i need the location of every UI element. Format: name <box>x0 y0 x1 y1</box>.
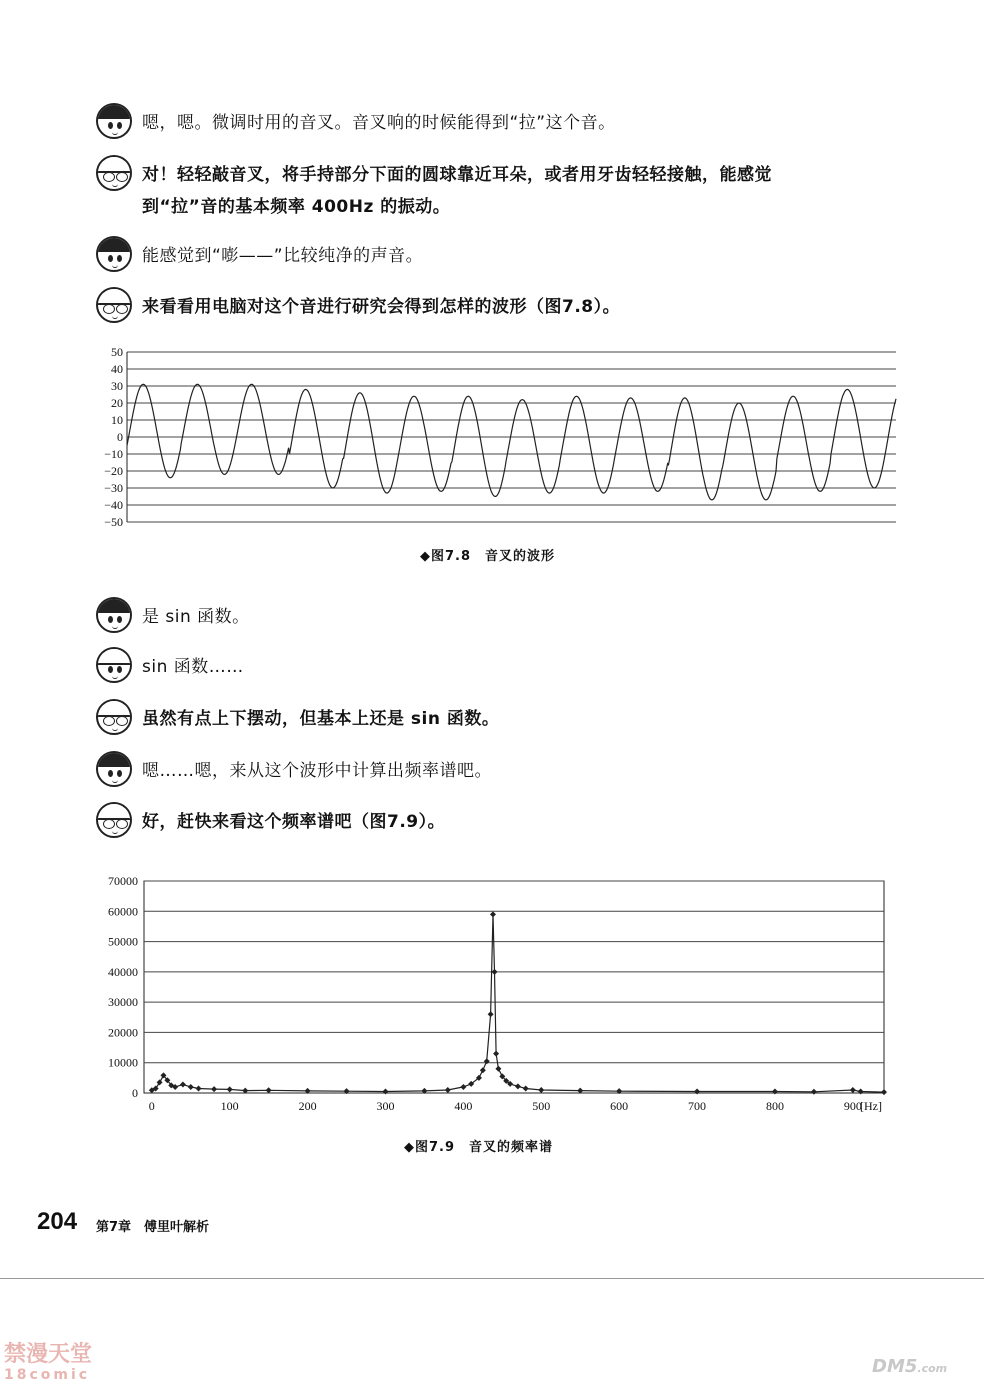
x-tick-label: 700 <box>688 1099 707 1113</box>
avatar-dark-hair-icon <box>96 103 132 139</box>
y-tick-label: 10 <box>111 413 123 427</box>
y-tick-label: 50000 <box>108 934 138 949</box>
data-point <box>488 1011 494 1017</box>
x-tick-label: 900 <box>843 1099 862 1113</box>
data-point <box>515 1083 521 1089</box>
avatar-dark-hair-icon <box>96 751 132 787</box>
data-point <box>460 1084 466 1090</box>
avatar-glasses-icon <box>96 699 132 735</box>
data-point <box>811 1089 817 1095</box>
y-tick-label: −40 <box>104 498 123 512</box>
data-point <box>211 1086 217 1092</box>
dialogue-8 <box>96 751 916 791</box>
dialogue-2 <box>96 155 916 227</box>
x-tick-label: 200 <box>298 1099 317 1113</box>
x-tick-label: 100 <box>220 1099 239 1113</box>
x-tick-label: 600 <box>610 1099 629 1113</box>
dialogue-text: 是 sin 函数。 <box>142 607 250 627</box>
dialogue-text: 对！轻轻敲音叉，将手持部分下面的圆球靠近耳朵，或者用牙齿轻轻接触，能感觉 到“拉”音的基本频率 400Hz 的振动。 <box>142 165 772 217</box>
avatar-glasses-icon <box>96 802 132 838</box>
dialogue-5 <box>96 597 916 637</box>
data-point <box>850 1087 856 1093</box>
y-tick-label: −30 <box>104 481 123 495</box>
y-tick-label: −50 <box>104 515 123 529</box>
data-point <box>480 1067 486 1073</box>
data-point <box>227 1086 233 1092</box>
dialogue-text: 能感觉到“嘭——”比较纯净的声音。 <box>142 246 424 266</box>
dialogue-6 <box>96 647 916 687</box>
figure-7-8-caption: ◆图7.8 音叉的波形 <box>420 549 556 564</box>
data-point <box>196 1085 202 1091</box>
x-axis-label: [Hz] <box>860 1099 882 1113</box>
x-tick-label: 400 <box>454 1099 473 1113</box>
x-tick-label: 500 <box>532 1099 551 1113</box>
data-point <box>772 1088 778 1094</box>
dialogue-text: 虽然有点上下摆动，但基本上还是 sin 函数。 <box>142 709 500 729</box>
dialogue-4 <box>96 287 916 327</box>
data-point <box>493 1051 499 1057</box>
figure-7-9-caption: ◆图7.9 音叉的频率谱 <box>404 1140 554 1155</box>
y-tick-label: 30 <box>111 379 123 393</box>
dialogue-7 <box>96 699 916 739</box>
data-point <box>484 1058 490 1064</box>
avatar-glasses-icon <box>96 155 132 191</box>
avatar-dark-hair-icon <box>96 236 132 272</box>
y-tick-label: 10000 <box>108 1055 138 1070</box>
y-tick-label: 20000 <box>108 1025 138 1040</box>
watermark-left: 禁漫天堂 18comic <box>4 1342 93 1383</box>
y-tick-label: 60000 <box>108 904 138 919</box>
data-point <box>523 1085 529 1091</box>
data-point <box>266 1087 272 1093</box>
dialogue-9 <box>96 802 916 842</box>
avatar-light-hair-icon <box>96 647 132 683</box>
y-tick-label: −10 <box>104 447 123 461</box>
data-point <box>538 1087 544 1093</box>
chapter-title: 第7章 傅里叶解析 <box>96 1220 210 1235</box>
avatar-glasses-icon <box>96 287 132 323</box>
data-point <box>180 1082 186 1088</box>
y-tick-label: −20 <box>104 464 123 478</box>
dialogue-text: 好，赶快来看这个频率谱吧（图7.9）。 <box>142 812 446 832</box>
data-point <box>157 1079 163 1085</box>
footer-rule <box>0 1278 984 1279</box>
waveform-series-line <box>127 384 896 500</box>
spectrum-series-line <box>152 914 884 1092</box>
y-tick-label: 0 <box>117 430 123 444</box>
data-point <box>382 1088 388 1094</box>
data-point <box>490 911 496 917</box>
y-tick-label: 30000 <box>108 995 138 1010</box>
dialogue-text: 嗯……嗯，来从这个波形中计算出频率谱吧。 <box>142 761 492 781</box>
watermark-right: DM5.com <box>872 1356 948 1377</box>
y-tick-label: 40000 <box>108 964 138 979</box>
dialogue-text: 嗯，嗯。微调时用的音叉。音叉响的时候能得到“拉”这个音。 <box>142 113 616 133</box>
data-point <box>492 969 498 975</box>
data-point <box>495 1066 501 1072</box>
y-tick-label: 50 <box>111 345 123 359</box>
avatar-dark-hair-icon <box>96 597 132 633</box>
dialogue-3 <box>96 236 916 276</box>
waveform-chart <box>0 340 984 540</box>
x-tick-label: 0 <box>148 1099 155 1113</box>
spectrum-chart <box>0 868 984 1128</box>
data-point <box>188 1084 194 1090</box>
data-point <box>445 1087 451 1093</box>
plot-frame <box>144 881 884 1093</box>
data-point <box>694 1088 700 1094</box>
x-tick-label: 800 <box>765 1099 784 1113</box>
x-tick-label: 300 <box>376 1099 395 1113</box>
y-tick-label: 0 <box>132 1086 138 1100</box>
dialogue-1 <box>96 103 916 143</box>
y-tick-label: 20 <box>111 396 123 410</box>
data-point <box>858 1088 864 1094</box>
y-tick-label: 40 <box>111 362 123 376</box>
dialogue-text: sin 函数…… <box>142 657 244 677</box>
data-point <box>881 1089 887 1095</box>
page-number: 204 <box>37 1208 78 1235</box>
y-tick-label: 70000 <box>108 874 138 888</box>
dialogue-text: 来看看用电脑对这个音进行研究会得到怎样的波形（图7.8）。 <box>142 297 621 317</box>
